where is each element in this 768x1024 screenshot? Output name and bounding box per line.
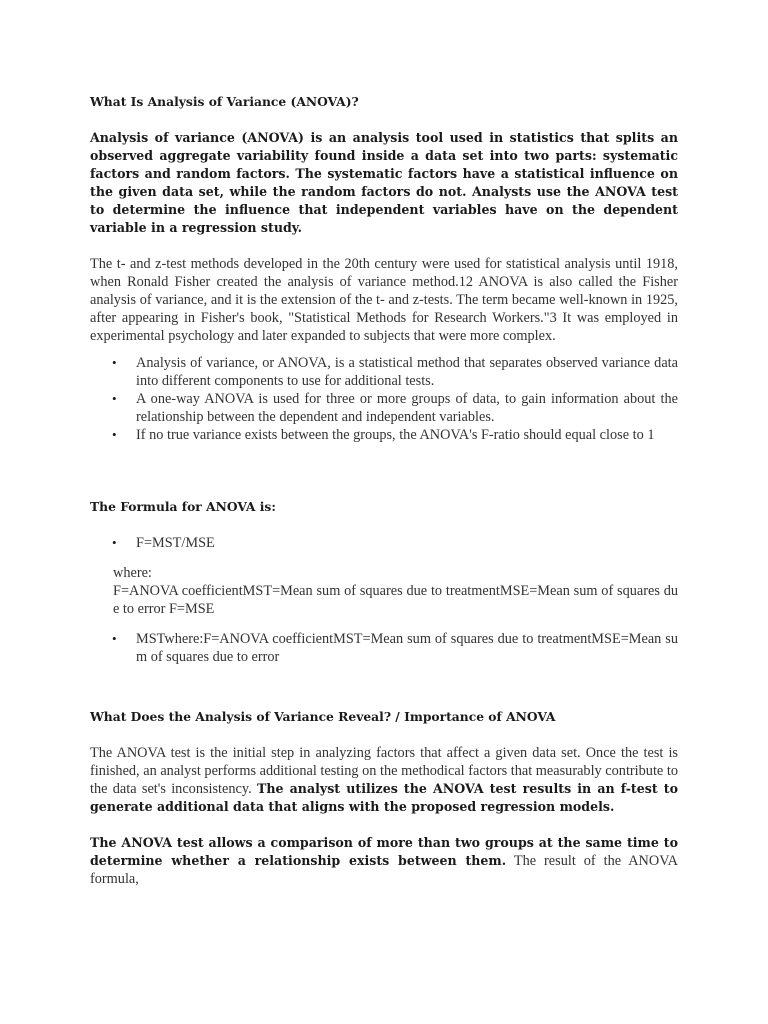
list-item — [90, 354, 678, 390]
list-item-text: A one-way ANOVA is used for three or more groups of data, to gain information about the relationship between the dependent and independent variables. — [136, 391, 678, 425]
reveal-text: The ANOVA test is the initial step in analyzing factors that affect a given data set. Once the test is finished, an analyst performs additional testing on the methodical factors that measurably contribute to the data set's inconsistency. — [90, 745, 678, 797]
list-item-text: Analysis of variance, or ANOVA, is a statistical method that separates observed variance data into different components to use for additional tests. — [136, 355, 678, 389]
bullet-icon: • — [112, 631, 117, 646]
key-points-list — [90, 354, 678, 444]
list-item-text: If no true variance exists between the groups, the ANOVA's F-ratio should equal close to 1 — [136, 427, 655, 443]
heading-what-is-anova: What Is Analysis of Variance (ANOVA)? — [90, 94, 359, 109]
formula-text: MSTwhere:F=ANOVA coefficientMST=Mean sum of squares due to treatmentMSE=Mean sum of squares due to error — [136, 631, 678, 665]
where-definition: F=ANOVA coefficientMST=Mean sum of squares due to treatmentMSE=Mean sum of squares due to error F=MSE — [113, 583, 678, 617]
where-block — [90, 564, 678, 618]
intro-paragraph: Analysis of variance (ANOVA) is an analysis tool used in statistics that splits an observed aggregate variability found inside a data set into two parts: systematic factors and random factors. The systematic factors have a statistical influence on the given data set, while the random factors do not. Analysts use the ANOVA test to determine the influence that independent variables have on the dependent variable in a regression study. — [90, 130, 678, 235]
comparison-text: The result of the ANOVA formula, — [90, 853, 679, 887]
comparison-emphasis: The ANOVA test allows a comparison of more than two groups at the same time to determine whether a relationship exists between them. — [90, 835, 678, 868]
formula-text: F=MST/MSE — [136, 535, 215, 551]
bullet-icon: • — [112, 427, 117, 442]
bullet-icon: • — [112, 355, 117, 370]
reveal-paragraph — [90, 744, 678, 816]
list-item — [90, 426, 678, 444]
reveal-emphasis: The analyst utilizes the ANOVA test results in an f-test to generate additional data that aligns with the proposed regression models. — [90, 781, 679, 814]
bullet-icon: • — [112, 391, 117, 406]
bullet-icon: • — [112, 535, 117, 550]
where-label: where: — [113, 565, 152, 581]
formula-list-2 — [90, 630, 678, 666]
formula-item — [90, 534, 678, 552]
history-paragraph: The t- and z-test methods developed in the 20th century were used for statistical analysis until 1918, when Ronald Fisher created the analysis of variance method.12 ANOVA is also called the Fisher analysis of variance, and it is the extension of the t- and z-tests. The term became well-known in 1925, after appearing in Fisher's book, "Statistical Methods for Research Workers."3 It was employed in experimental psychology and later expanded to subjects that were more complex. — [90, 256, 678, 344]
document-body — [90, 93, 678, 888]
formula-list — [90, 534, 678, 552]
heading-importance: What Does the Analysis of Variance Reveal? / Importance of ANOVA — [90, 709, 556, 724]
heading-formula: The Formula for ANOVA is: — [90, 499, 276, 514]
comparison-paragraph — [90, 834, 678, 888]
formula-item — [90, 630, 678, 666]
list-item — [90, 390, 678, 426]
